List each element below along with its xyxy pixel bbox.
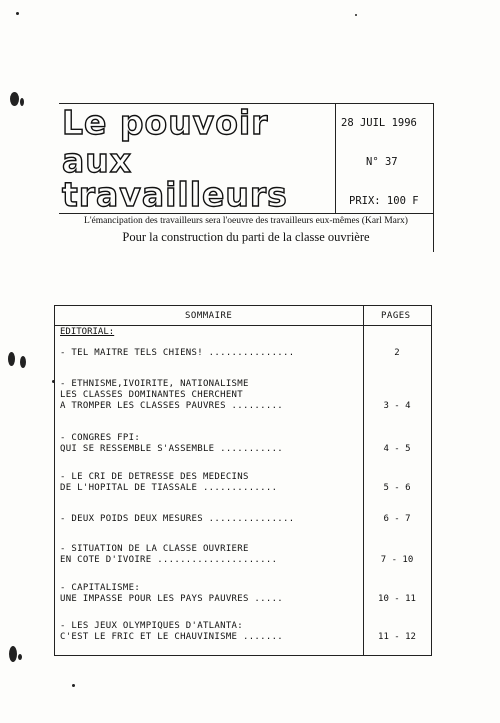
- subtitle: Pour la construction du parti de la classe ouvrière: [122, 230, 370, 244]
- toc-item-line: C'EST LE FRIC ET LE CHAUVINISME .......: [60, 632, 284, 642]
- title-line-2: aux: [62, 141, 133, 180]
- toc-item-line: - TEL MAITRE TELS CHIENS! ...............: [60, 348, 295, 358]
- toc-item-pages: 3 - 4: [383, 401, 411, 411]
- issue-number: N° 37: [366, 156, 398, 168]
- toc-item-line: LES CLASSES DOMINANTES CHERCHENT: [60, 390, 243, 400]
- scan-speck: [355, 14, 357, 16]
- tagline: L'émancipation des travailleurs sera l'oeuvre des travailleurs eux-mêmes (Karl Marx): [84, 216, 408, 226]
- toc-item-line: - CAPITALISME:: [60, 583, 141, 593]
- masthead-vertical-divider: [335, 104, 336, 214]
- table-of-contents: [54, 305, 432, 656]
- pages-heading: PAGES: [381, 311, 411, 321]
- scan-speck: [20, 98, 24, 106]
- toc-item-line: - CONGRES FPI:: [60, 433, 141, 443]
- toc-item-line: DE L'HOPITAL DE TIASSALE .............: [60, 483, 278, 493]
- section-label: EDITORIAL:: [60, 327, 115, 337]
- scan-speck: [20, 356, 26, 368]
- toc-item-line: UNE IMPASSE POUR LES PAYS PAUVRES .....: [60, 594, 284, 604]
- scan-speck: [18, 654, 22, 660]
- scan-speck: [10, 92, 19, 106]
- toc-item-pages: 2: [394, 348, 400, 358]
- scan-speck: [72, 684, 75, 687]
- toc-item-pages: 6 - 7: [383, 514, 411, 524]
- scan-speck: [16, 12, 19, 15]
- toc-item-pages: 7 - 10: [380, 555, 414, 565]
- pages-column-divider: [363, 306, 364, 655]
- toc-item-pages: 5 - 6: [383, 483, 411, 493]
- toc-header-divider: [55, 325, 431, 326]
- toc-item-line: EN COTE D'IVOIRE .....................: [60, 555, 278, 565]
- masthead: [59, 103, 434, 252]
- toc-item-line: - DEUX POIDS DEUX MESURES ...............: [60, 514, 295, 524]
- issue-date: 28 JUIL 1996: [341, 117, 417, 129]
- scan-speck: [52, 380, 55, 383]
- toc-item-pages: 10 - 11: [378, 594, 416, 604]
- title-line-1: Le pouvoir: [62, 103, 269, 142]
- toc-item-line: QUI SE RESSEMBLE S'ASSEMBLE ...........: [60, 444, 284, 454]
- issue-price: PRIX: 100 F: [349, 195, 419, 207]
- scan-speck: [8, 352, 15, 366]
- title-line-3: travailleurs: [62, 175, 288, 214]
- scan-speck: [9, 646, 17, 662]
- toc-item-pages: 11 - 12: [378, 632, 416, 642]
- toc-item-line: - LE CRI DE DETRESSE DES MEDECINS: [60, 472, 249, 482]
- toc-item-line: A TROMPER LES CLASSES PAUVRES .........: [60, 401, 284, 411]
- toc-item-line: - LES JEUX OLYMPIQUES D'ATLANTA:: [60, 621, 243, 631]
- toc-heading: SOMMAIRE: [185, 311, 233, 321]
- toc-item-pages: 4 - 5: [383, 444, 411, 454]
- toc-item-line: - SITUATION DE LA CLASSE OUVRIERE: [60, 544, 249, 554]
- toc-item-line: - ETHNISME,IVOIRITE, NATIONALISME: [60, 379, 249, 389]
